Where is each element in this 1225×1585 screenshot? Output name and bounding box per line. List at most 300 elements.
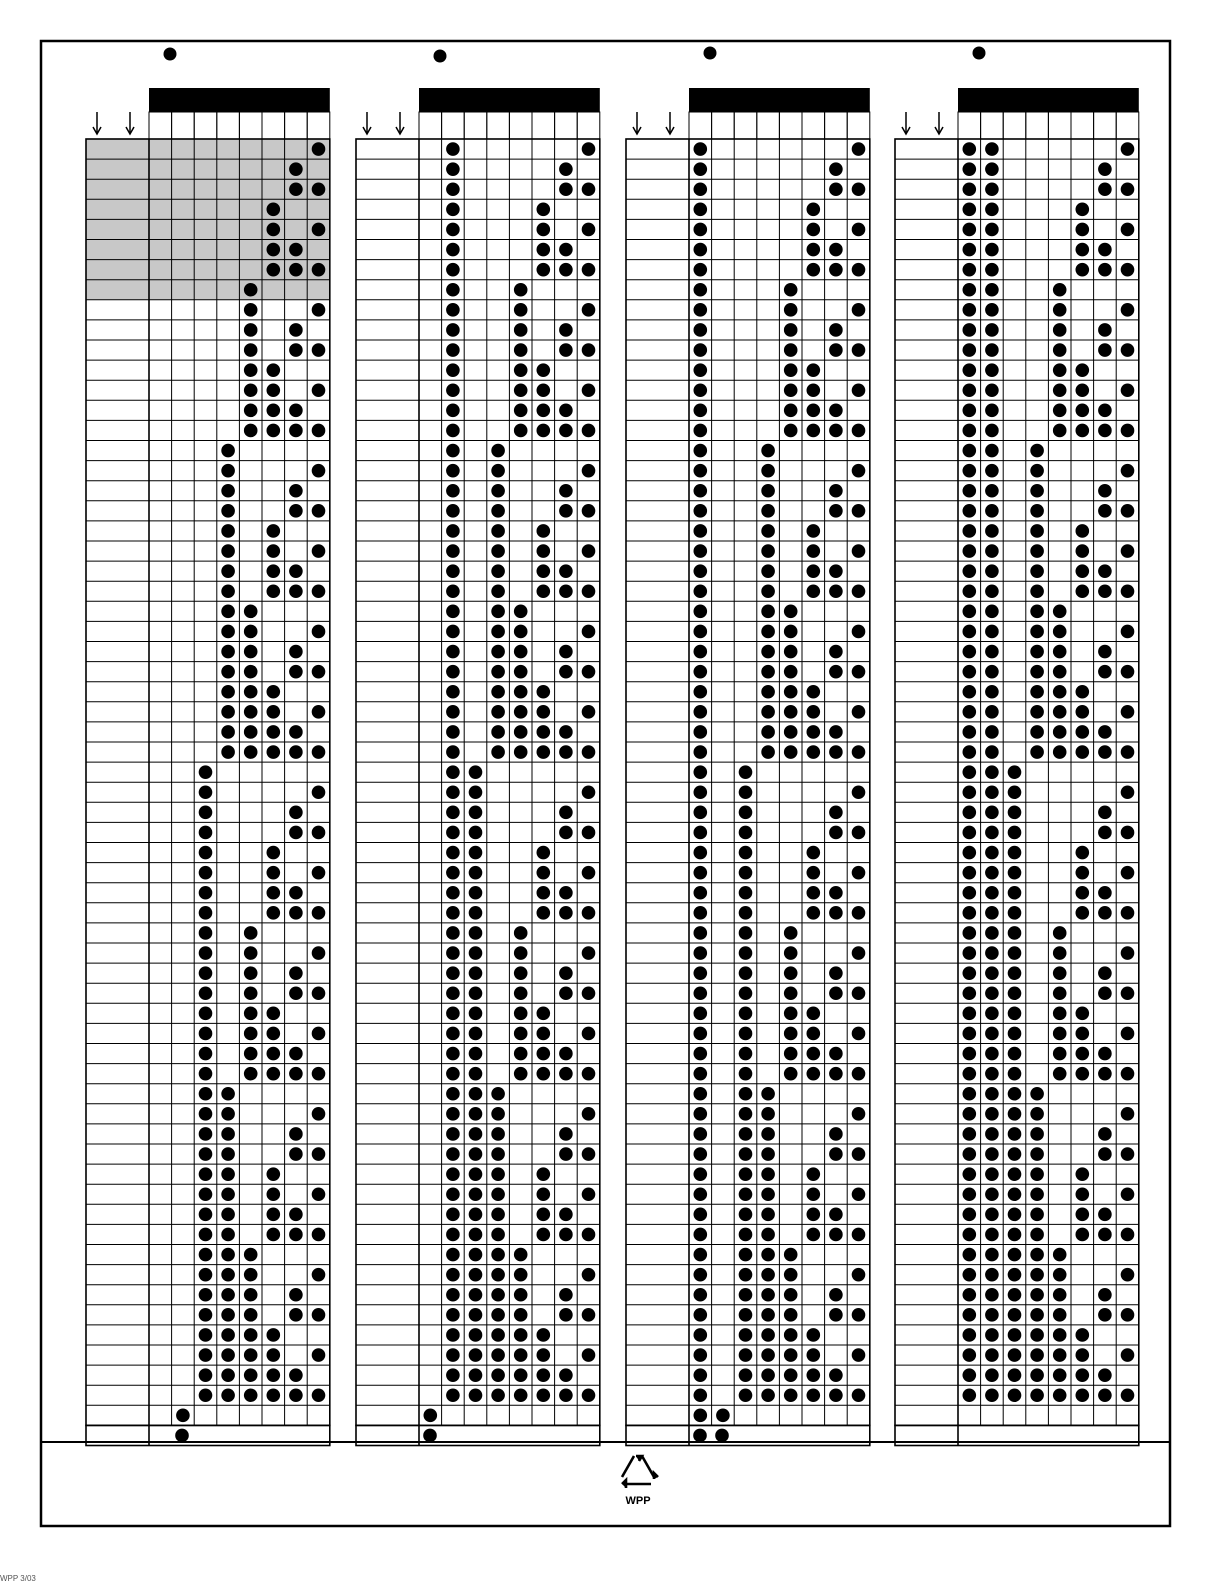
switch-on-dot [1121, 785, 1135, 799]
switch-on-dot [739, 1248, 753, 1262]
switch-on-dot [446, 584, 460, 598]
switch-on-dot [807, 866, 821, 880]
switch-on-dot [446, 1047, 460, 1061]
switch-on-dot [1076, 1047, 1090, 1061]
switch-on-dot [1098, 886, 1112, 900]
switch-on-dot [852, 383, 866, 397]
switch-on-dot [784, 705, 798, 719]
switch-on-dot [221, 1308, 235, 1322]
switch-on-dot [739, 1388, 753, 1402]
switch-on-dot [469, 1248, 483, 1262]
switch-on-dot [267, 1047, 281, 1061]
switch-on-dot [244, 1007, 258, 1021]
switch-on-dot [469, 1067, 483, 1081]
switch-on-dot [199, 1248, 213, 1262]
switch-on-dot [312, 986, 326, 1000]
switch-on-dot [985, 223, 999, 237]
switch-on-dot [852, 625, 866, 639]
switch-on-dot [537, 263, 551, 277]
switch-on-dot [537, 685, 551, 699]
switch-on-dot [1076, 1007, 1090, 1021]
switch-on-dot [963, 785, 977, 799]
switch-on-dot [469, 1187, 483, 1201]
switch-on-dot [739, 846, 753, 860]
switch-on-dot [1098, 986, 1112, 1000]
switch-on-dot [289, 162, 303, 176]
switch-on-dot [1030, 1147, 1044, 1161]
switch-on-dot [289, 243, 303, 257]
switch-on-dot [985, 785, 999, 799]
switch-on-dot [694, 424, 708, 438]
switch-on-dot [514, 725, 528, 739]
switch-on-dot [1121, 343, 1135, 357]
switch-on-dot [446, 1268, 460, 1282]
switch-on-dot [221, 1127, 235, 1141]
switch-on-dot [1098, 584, 1112, 598]
switch-on-dot [963, 926, 977, 940]
switch-on-dot [1076, 1208, 1090, 1222]
switch-on-dot [582, 625, 596, 639]
switch-on-dot [829, 162, 843, 176]
switch-on-dot [559, 323, 573, 337]
switch-on-dot [784, 745, 798, 759]
switch-on-dot [1121, 1147, 1135, 1161]
switch-on-dot [582, 1187, 596, 1201]
switch-on-dot [289, 263, 303, 277]
switch-on-dot [784, 665, 798, 679]
switch-on-dot [446, 785, 460, 799]
switch-on-dot [491, 544, 505, 558]
switch-on-dot [1121, 263, 1135, 277]
switch-on-dot [852, 584, 866, 598]
switch-on-dot [1008, 1328, 1022, 1342]
switch-on-dot [491, 725, 505, 739]
switch-on-dot [1053, 283, 1067, 297]
switch-on-dot [1076, 203, 1090, 217]
switch-on-dot [491, 685, 505, 699]
address-block-1 [86, 48, 330, 1446]
switch-on-dot [199, 986, 213, 1000]
switch-on-dot [985, 1208, 999, 1222]
switch-on-dot [289, 986, 303, 1000]
block-marker-dot [164, 48, 177, 61]
switch-on-dot [963, 685, 977, 699]
switch-on-dot [1098, 504, 1112, 518]
switch-on-dot [514, 323, 528, 337]
switch-on-dot [469, 1268, 483, 1282]
switch-on-dot [491, 1368, 505, 1382]
switch-header-cell [555, 112, 578, 139]
switch-on-dot [469, 906, 483, 920]
switch-on-dot [289, 584, 303, 598]
switch-header-cell [509, 112, 532, 139]
switch-on-dot [1098, 806, 1112, 820]
switch-on-dot [446, 1127, 460, 1141]
switch-on-dot [582, 1228, 596, 1242]
switch-on-dot [199, 1067, 213, 1081]
switch-on-dot [963, 1328, 977, 1342]
switch-on-dot [761, 1228, 775, 1242]
switch-on-dot [1076, 363, 1090, 377]
switch-on-dot [1098, 182, 1112, 196]
switch-on-dot [761, 1248, 775, 1262]
switch-on-dot [784, 283, 798, 297]
switch-on-dot [829, 886, 843, 900]
switch-on-dot [199, 966, 213, 980]
switch-on-dot [963, 383, 977, 397]
switch-on-dot [469, 1027, 483, 1041]
switch-header-cell [262, 112, 285, 139]
switch-on-dot [491, 564, 505, 578]
switch-on-dot [244, 1047, 258, 1061]
switch-on-dot [694, 605, 708, 619]
switch-on-dot [491, 1388, 505, 1402]
switch-on-dot [694, 966, 708, 980]
switch-on-dot [1030, 484, 1044, 498]
switch-on-dot [739, 1308, 753, 1322]
switch-on-dot [491, 1228, 505, 1242]
switch-on-dot [1098, 263, 1112, 277]
switch-on-dot [1008, 826, 1022, 840]
switch-on-dot [694, 1047, 708, 1061]
switch-on-dot [1008, 1268, 1022, 1282]
switch-on-dot [1030, 625, 1044, 639]
switch-on-dot [446, 1288, 460, 1302]
switch-on-dot [423, 1429, 437, 1443]
switch-header-cell [194, 112, 217, 139]
switch-on-dot [852, 1067, 866, 1081]
switch-on-dot [537, 203, 551, 217]
switch-on-dot [199, 826, 213, 840]
switch-on-dot [963, 866, 977, 880]
switch-on-dot [694, 765, 708, 779]
switch-on-dot [784, 986, 798, 1000]
switch-on-dot [739, 986, 753, 1000]
switch-on-dot [807, 725, 821, 739]
switch-on-dot [985, 524, 999, 538]
switch-on-dot [985, 1107, 999, 1121]
switch-on-dot [963, 323, 977, 337]
switch-on-dot [694, 785, 708, 799]
switch-on-dot [446, 1368, 460, 1382]
switch-on-dot [289, 906, 303, 920]
switch-on-dot [807, 223, 821, 237]
switch-on-dot [807, 1368, 821, 1382]
switch-on-dot [537, 524, 551, 538]
switch-on-dot [1121, 584, 1135, 598]
switch-on-dot [469, 785, 483, 799]
switch-on-dot [1030, 1107, 1044, 1121]
switch-on-dot [312, 383, 326, 397]
switch-on-dot [582, 665, 596, 679]
switch-on-dot [221, 625, 235, 639]
switch-on-dot [221, 444, 235, 458]
switch-on-dot [221, 725, 235, 739]
switch-on-dot [312, 785, 326, 799]
switch-on-dot [267, 544, 281, 558]
switch-on-dot [1076, 866, 1090, 880]
switch-on-dot [446, 504, 460, 518]
switch-on-dot [985, 1067, 999, 1081]
switch-on-dot [312, 625, 326, 639]
switch-on-dot [289, 1388, 303, 1402]
switch-on-dot [694, 926, 708, 940]
switch-on-dot [985, 203, 999, 217]
switch-on-dot [963, 424, 977, 438]
switch-on-dot [694, 1348, 708, 1362]
switch-on-dot [694, 383, 708, 397]
switch-on-dot [829, 263, 843, 277]
switch-on-dot [491, 464, 505, 478]
switch-on-dot [784, 1067, 798, 1081]
switch-on-dot [469, 826, 483, 840]
switch-on-dot [1030, 1127, 1044, 1141]
switch-on-dot [963, 404, 977, 418]
switch-on-dot [244, 986, 258, 1000]
switch-on-dot [446, 645, 460, 659]
switch-on-dot [199, 1007, 213, 1021]
switch-on-dot [244, 725, 258, 739]
switch-on-dot [289, 886, 303, 900]
switch-on-dot [582, 986, 596, 1000]
switch-on-dot [761, 464, 775, 478]
switch-on-dot [852, 1268, 866, 1282]
switch-on-dot [559, 162, 573, 176]
switch-on-dot [963, 765, 977, 779]
switch-on-dot [469, 866, 483, 880]
switch-on-dot [469, 1308, 483, 1322]
switch-on-dot [1030, 1167, 1044, 1181]
switch-on-dot [199, 1348, 213, 1362]
switch-on-dot [537, 866, 551, 880]
switch-on-dot [739, 1127, 753, 1141]
switch-on-dot [514, 1268, 528, 1282]
switch-on-dot [761, 564, 775, 578]
switch-on-dot [514, 383, 528, 397]
switch-on-dot [807, 1047, 821, 1061]
switch-on-dot [963, 1127, 977, 1141]
switch-on-dot [852, 1107, 866, 1121]
switch-on-dot [491, 584, 505, 598]
switch-on-dot [852, 223, 866, 237]
switch-on-dot [1121, 946, 1135, 960]
switch-on-dot [446, 142, 460, 156]
switch-on-dot [807, 1208, 821, 1222]
switch-on-dot [963, 223, 977, 237]
switch-on-dot [807, 263, 821, 277]
switch-on-dot [537, 584, 551, 598]
switch-header-cell [825, 112, 848, 139]
switch-on-dot [267, 1348, 281, 1362]
switch-on-dot [221, 464, 235, 478]
switch-on-dot [784, 946, 798, 960]
switch-on-dot [761, 725, 775, 739]
switch-on-dot [491, 605, 505, 619]
switch-on-dot [852, 1348, 866, 1362]
switch-on-dot [1030, 665, 1044, 679]
switch-on-dot [1053, 665, 1067, 679]
switch-on-dot [582, 464, 596, 478]
switch-on-dot [244, 665, 258, 679]
switch-on-dot [244, 424, 258, 438]
switch-on-dot [1076, 1067, 1090, 1081]
switch-on-dot [963, 966, 977, 980]
switch-on-dot [244, 1348, 258, 1362]
switch-on-dot [829, 645, 843, 659]
switch-on-dot [985, 323, 999, 337]
switch-on-dot [582, 182, 596, 196]
switch-on-dot [739, 1107, 753, 1121]
switch-on-dot [985, 504, 999, 518]
switch-on-dot [1030, 1388, 1044, 1402]
switch-on-dot [559, 243, 573, 257]
switch-header-cell [487, 112, 510, 139]
switch-on-dot [1121, 464, 1135, 478]
switch-on-dot [963, 283, 977, 297]
switch-header-bar [689, 88, 870, 112]
switch-on-dot [694, 464, 708, 478]
switch-on-dot [852, 986, 866, 1000]
switch-on-dot [852, 785, 866, 799]
switch-on-dot [312, 343, 326, 357]
address-block-3 [626, 47, 870, 1446]
switch-on-dot [582, 1308, 596, 1322]
switch-on-dot [1098, 725, 1112, 739]
switch-on-dot [694, 705, 708, 719]
switch-on-dot [963, 1067, 977, 1081]
switch-on-dot [694, 1368, 708, 1382]
switch-on-dot [784, 605, 798, 619]
switch-on-dot [829, 986, 843, 1000]
switch-on-dot [807, 886, 821, 900]
switch-on-dot [985, 705, 999, 719]
switch-on-dot [1121, 665, 1135, 679]
switch-on-dot [694, 806, 708, 820]
switch-on-dot [267, 363, 281, 377]
switch-on-dot [582, 504, 596, 518]
switch-on-dot [963, 906, 977, 920]
switch-on-dot [694, 1007, 708, 1021]
switch-on-dot [582, 142, 596, 156]
switch-on-dot [694, 323, 708, 337]
switch-on-dot [1030, 725, 1044, 739]
switch-on-dot [1053, 645, 1067, 659]
switch-on-dot [963, 524, 977, 538]
switch-on-dot [739, 806, 753, 820]
switch-on-dot [199, 1107, 213, 1121]
switch-on-dot [469, 1107, 483, 1121]
switch-on-dot [491, 524, 505, 538]
switch-on-dot [852, 826, 866, 840]
switch-on-dot [852, 1388, 866, 1402]
switch-on-dot [582, 1348, 596, 1362]
switch-on-dot [985, 806, 999, 820]
switch-on-dot [582, 705, 596, 719]
switch-on-dot [582, 343, 596, 357]
switch-on-dot [1098, 424, 1112, 438]
switch-on-dot [514, 1248, 528, 1262]
switch-on-dot [829, 1047, 843, 1061]
switch-on-dot [312, 303, 326, 317]
switch-on-dot [963, 1208, 977, 1222]
switch-on-dot [739, 1208, 753, 1222]
switch-on-dot [221, 1167, 235, 1181]
switch-on-dot [559, 806, 573, 820]
switch-on-dot [784, 645, 798, 659]
switch-on-dot [244, 1388, 258, 1402]
switch-on-dot [312, 223, 326, 237]
switch-on-dot [694, 504, 708, 518]
switch-on-dot [1030, 1328, 1044, 1342]
switch-on-dot [559, 1047, 573, 1061]
switch-on-dot [289, 484, 303, 498]
switch-on-dot [537, 1328, 551, 1342]
switch-on-dot [221, 484, 235, 498]
switch-on-dot [267, 1187, 281, 1201]
switch-on-dot [491, 1107, 505, 1121]
switch-on-dot [985, 1368, 999, 1382]
switch-on-dot [784, 725, 798, 739]
logo-label: WPP [625, 1495, 651, 1507]
switch-on-dot [1053, 383, 1067, 397]
switch-on-dot [985, 1288, 999, 1302]
switch-on-dot [514, 1007, 528, 1021]
switch-on-dot [199, 1147, 213, 1161]
switch-on-dot [1030, 1208, 1044, 1222]
switch-on-dot [1121, 625, 1135, 639]
switch-on-dot [985, 725, 999, 739]
switch-on-dot [784, 424, 798, 438]
switch-on-dot [784, 303, 798, 317]
switch-on-dot [446, 1388, 460, 1402]
switch-on-dot [985, 765, 999, 779]
switch-on-dot [1053, 303, 1067, 317]
switch-on-dot [761, 524, 775, 538]
switch-on-dot [1121, 1348, 1135, 1362]
switch-on-dot [537, 1007, 551, 1021]
switch-on-dot [1076, 1187, 1090, 1201]
switch-on-dot [852, 504, 866, 518]
switch-on-dot [784, 1288, 798, 1302]
switch-on-dot [1053, 725, 1067, 739]
switch-on-dot [537, 1167, 551, 1181]
switch-on-dot [559, 645, 573, 659]
switch-on-dot [1030, 745, 1044, 759]
switch-on-dot [312, 263, 326, 277]
switch-on-dot [985, 584, 999, 598]
switch-on-dot [199, 1228, 213, 1242]
switch-on-dot [221, 665, 235, 679]
switch-on-dot [1053, 1388, 1067, 1402]
switch-on-dot [1030, 1308, 1044, 1322]
switch-on-dot [784, 343, 798, 357]
switch-on-dot [559, 404, 573, 418]
switch-on-dot [1053, 1248, 1067, 1262]
switch-on-dot [514, 1067, 528, 1081]
switch-on-dot [829, 1067, 843, 1081]
switch-on-dot [829, 1228, 843, 1242]
switch-on-dot [446, 1228, 460, 1242]
switch-on-dot [1098, 1288, 1112, 1302]
switch-on-dot [446, 1308, 460, 1322]
switch-on-dot [267, 906, 281, 920]
switch-on-dot [784, 685, 798, 699]
switch-on-dot [694, 142, 708, 156]
switch-on-dot [514, 1388, 528, 1402]
switch-on-dot [267, 1208, 281, 1222]
switch-on-dot [559, 484, 573, 498]
switch-on-dot [1008, 1308, 1022, 1322]
